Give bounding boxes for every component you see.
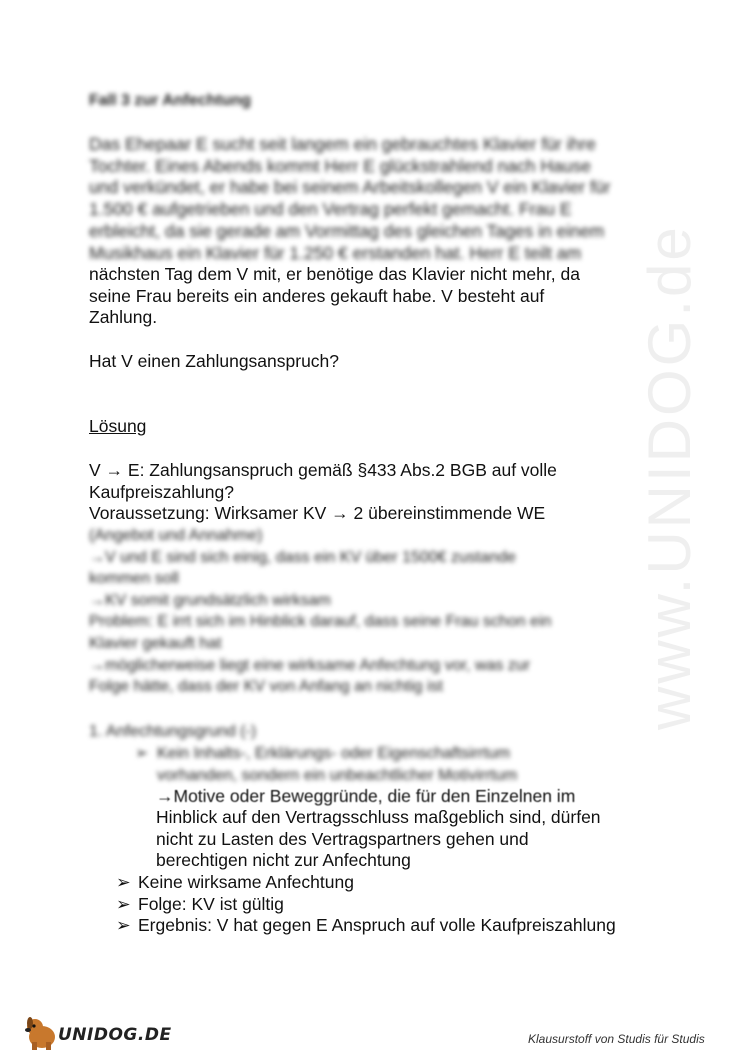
logo-text: UNIDOG.DE bbox=[58, 1025, 172, 1045]
list-item bbox=[116, 872, 676, 894]
conclusion-list bbox=[116, 872, 676, 937]
dog-icon bbox=[22, 1012, 62, 1052]
case-text-blurred: Das Ehepaar E sucht seit langem ein gebrauchtes Klavier für ihre Tochter. Eines Abends kommt Herr E glückstrahlend nach Hause und verkündet, er habe bei seinem Arbeitskollegen V ein Klavier für 1.500 € aufgetrieben und den Vertrag perfekt gemacht. Frau E erbleicht, da sie gerade am Vormittag des gleichen Tages in einem Musikhaus ein Klavier für 1.250 € erstanden hat. Herr E teilt am bbox=[89, 134, 611, 263]
conclusion-3: Ergebnis: V hat gegen E Anspruch auf volle Kaufpreiszahlung bbox=[138, 915, 616, 936]
bullet-arrow-icon: ➢ bbox=[116, 915, 131, 936]
sub-bullet-mixed: →Motive oder Beweggründe, die für den Einzelnen im bbox=[156, 786, 576, 806]
unidog-logo[interactable] bbox=[22, 1012, 172, 1052]
document-title: Fall 3 zur Anfechtung bbox=[89, 92, 252, 109]
conclusion-1: Keine wirksame Anfechtung bbox=[138, 872, 354, 892]
bullet-arrow-icon: ➢ bbox=[135, 745, 149, 762]
bullet-arrow-icon: ➢ bbox=[116, 872, 131, 892]
conclusion-2: Folge: KV ist gültig bbox=[138, 893, 284, 914]
numbered-item: 1. Anfechtungsgrund (-) bbox=[89, 723, 257, 740]
question: Hat V einen Zahlungsanspruch? bbox=[89, 351, 340, 371]
list-item bbox=[116, 915, 676, 937]
case-text-visible: nächsten Tag dem V mit, er benötige das Klavier nicht mehr, da seine Frau bereits ein anderes gekauft habe. V besteht auf Zahlung. bbox=[89, 264, 580, 328]
solution-heading: Lösung bbox=[89, 416, 147, 436]
watermark-text: www.UNIDOG.de bbox=[636, 224, 703, 730]
sub-bullet-visible: Hinblick auf den Vertragsschluss maßgeblich sind, dürfen nicht zu Lasten des Vertragspartners gehen und berechtigen nicht zur Anfechtung bbox=[156, 807, 601, 871]
claim-text: V → E: Zahlungsanspruch gemäß §433 Abs.2 BGB auf volle Kaufpreiszahlung? Voraussetzung: Wirksamer KV → 2 übereinstimmende WE bbox=[89, 460, 557, 524]
list-item bbox=[135, 743, 655, 786]
list-item bbox=[116, 894, 676, 916]
sub-bullet-blurred bbox=[135, 743, 655, 786]
solution-blurred: (Angebot und Annahme) →V und E sind sich einig, dass ein KV über 1500€ zustande kommen soll →KV somit grundsätzlich wirksam Problem: E irrt sich im Hinblick darauf, dass seine Frau schon ein Klavier gekauft hat →möglicherweise liegt eine wirksame Anfechtung vor, was zur Folge hätte, dass der KV von Anfang an nichtig ist bbox=[89, 527, 552, 696]
bullet-arrow-icon: ➢ bbox=[116, 893, 131, 914]
footer-tagline: Klausurstoff von Studis für Studis bbox=[528, 1032, 705, 1046]
sub-bullet-text: Kein Inhalts-, Erklärungs- oder Eigenschaftsirrtum vorhanden, sondern ein unbeachtlicher Motivirrtum bbox=[157, 745, 518, 784]
